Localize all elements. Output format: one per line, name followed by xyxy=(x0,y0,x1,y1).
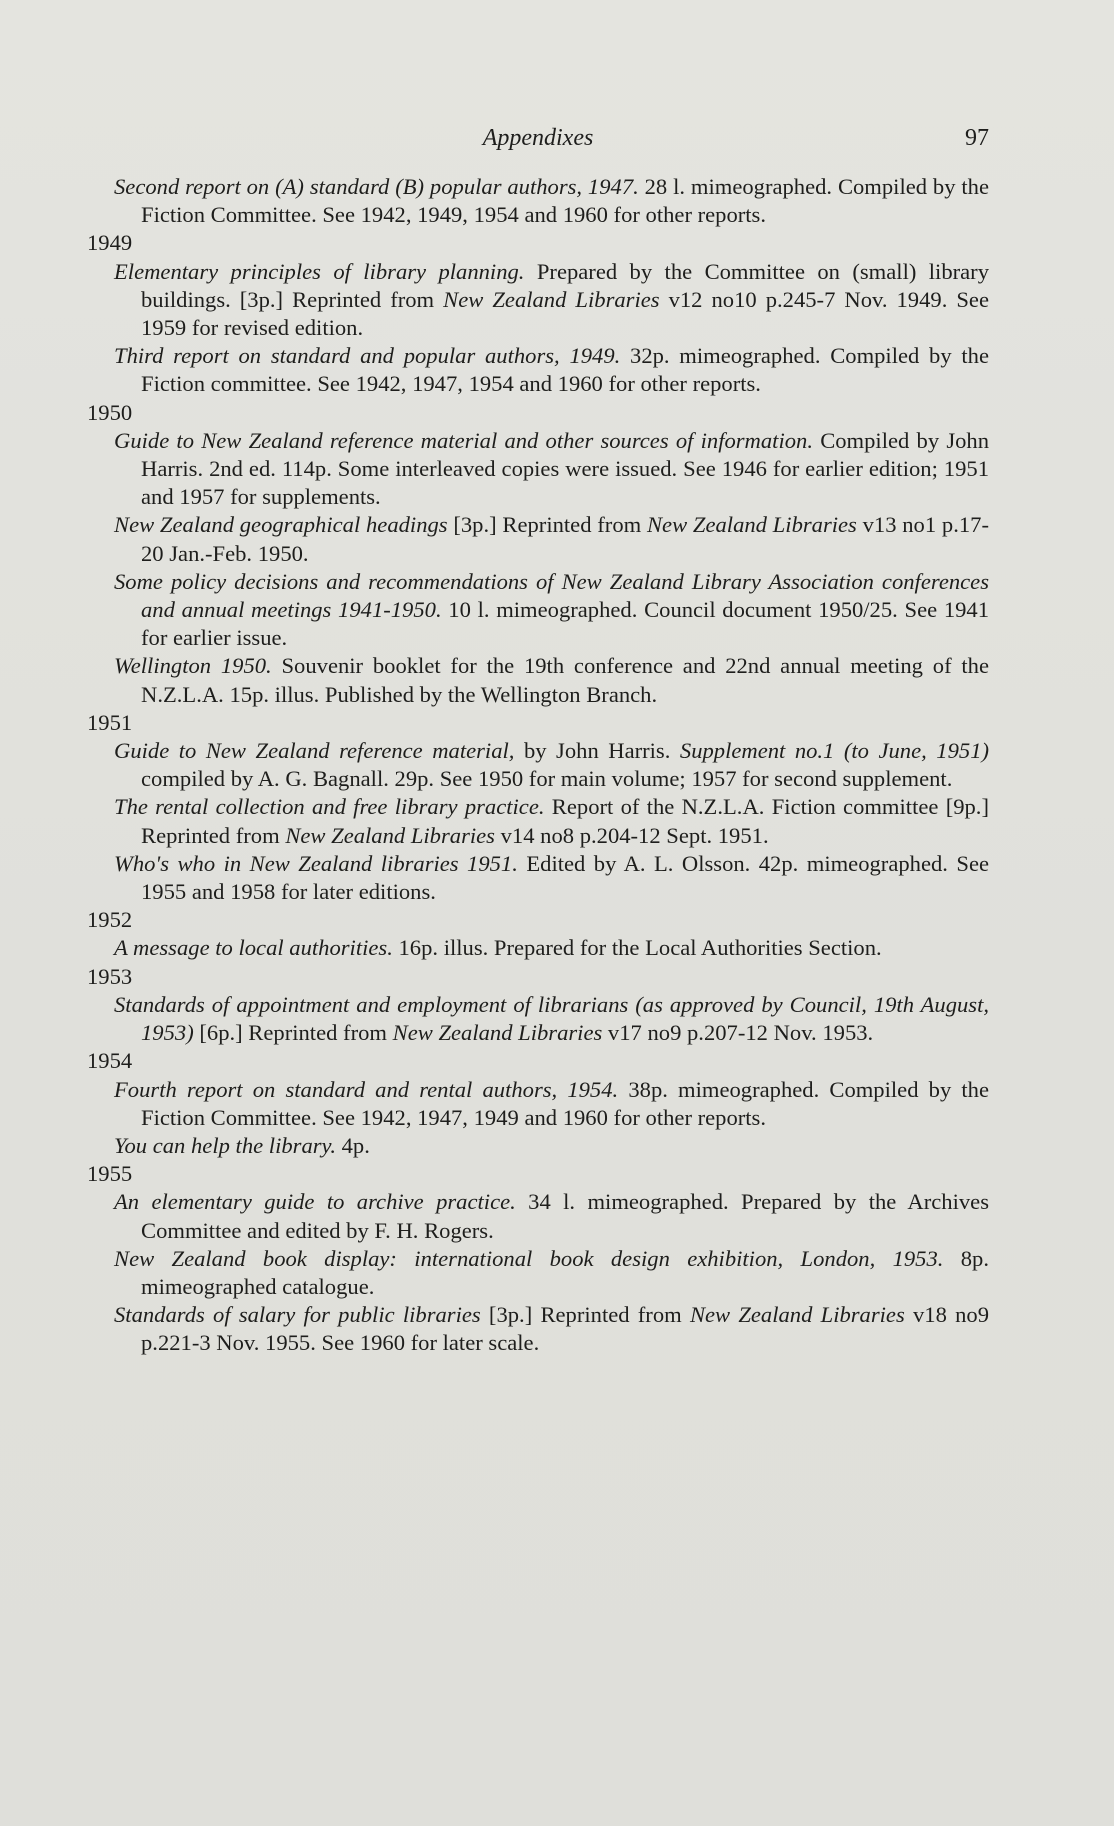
entry-title-text: You can help the library. xyxy=(114,1132,336,1158)
entry-text: v18 no9 p.221-3 Nov. 1955. See 1960 for later scale. xyxy=(141,1302,989,1356)
entry-text: Compiled by John Harris. 2nd ed. 114p. Some interleaved copies were issued. See 1946 for earlier edition; 1951 and 1957 for supplements. xyxy=(141,427,990,510)
entry-text: Souvenir booklet for the 19th conference and 22nd annual meeting of the N.Z.L.A. 15p. illus. Published by the Wellington Branch. xyxy=(141,653,989,707)
bibliography-entry xyxy=(87,1301,989,1357)
entry-title-text: Who's who in New Zealand libraries 1951. xyxy=(114,850,518,876)
bibliography-entry xyxy=(87,1188,989,1244)
entry-title-text: New Zealand Libraries xyxy=(443,286,660,312)
entry-title-text: New Zealand geographical headings xyxy=(114,512,448,538)
entry-text: 28 l. mimeographed. Compiled by the Fiction Committee. See 1942, 1949, 1954 and 1960 for other reports. xyxy=(141,174,990,228)
entry-text: v17 no9 p.207-12 Nov. 1953. xyxy=(602,1020,874,1046)
year-heading: 1953 xyxy=(87,963,133,989)
year-heading: 1949 xyxy=(87,230,133,256)
year-heading: 1950 xyxy=(87,399,133,425)
bibliography-entry xyxy=(87,793,989,849)
entry-title-text: The rental collection and free library practice. xyxy=(114,794,545,820)
entry-text: compiled by A. G. Bagnall. 29p. See 1950 for main volume; 1957 for second supplement. xyxy=(141,766,953,792)
entry-text: [3p.] Reprinted from xyxy=(480,1302,690,1328)
entry-text: v12 no10 p.245-7 Nov. 1949. See 1959 for revised edition. xyxy=(141,286,989,341)
bibliography-entry xyxy=(87,737,989,793)
bibliography-entry xyxy=(87,258,989,343)
entry-title-text: New Zealand book display: international book design exhibition, London, 1953. xyxy=(114,1245,944,1271)
entry-title-text: Second report on (A) standard (B) popular authors, 1947. xyxy=(114,174,639,199)
running-title: Appendixes xyxy=(482,125,594,151)
bibliography-entry xyxy=(87,850,989,906)
bibliography-entry xyxy=(87,342,989,398)
bibliography-entry xyxy=(87,1132,989,1160)
entry-text: 38p. mimeographed. Compiled by the Fiction Committee. See 1942, 1947, 1949 and 1960 for other reports. xyxy=(141,1076,990,1130)
page-number: 97 xyxy=(965,125,989,151)
bibliography-entry xyxy=(87,1245,989,1301)
year-heading: 1955 xyxy=(87,1161,133,1187)
entry-text: v14 no8 p.204-12 Sept. 1951. xyxy=(494,822,769,848)
year-heading: 1951 xyxy=(87,709,133,735)
entry-title-text: New Zealand Libraries xyxy=(689,1302,905,1328)
running-head xyxy=(87,125,989,159)
entry-title-text: An elementary guide to archive practice. xyxy=(114,1189,516,1215)
bibliography-entry xyxy=(87,511,989,567)
bibliography-entry xyxy=(87,934,989,962)
bibliography-entry xyxy=(87,1076,989,1132)
entry-title-text: Guide to New Zealand reference material, xyxy=(114,738,515,764)
entry-text: 4p. xyxy=(335,1132,370,1158)
entry-title-text: Third report on standard and popular authors, 1949. xyxy=(114,343,621,369)
bibliography-entry xyxy=(87,991,989,1047)
entry-title-text: Fourth report on standard and rental authors, 1954. xyxy=(114,1076,619,1102)
entry-text: 32p. mimeographed. Compiled by the Fiction committee. See 1942, 1947, 1954 and 1960 for other reports. xyxy=(141,343,989,397)
entry-text: Report of the N.Z.L.A. Fiction committee [9p.] Reprinted from xyxy=(141,794,989,848)
entry-title-text: Standards of appointment and employment of librarians (as approved by Council, 19th August, 1953) xyxy=(114,991,989,1046)
entry-text: [3p.] Reprinted from xyxy=(447,512,647,538)
entry-text: 34 l. mimeographed. Prepared by the Archives Committee and edited by F. H. Rogers. xyxy=(141,1189,989,1243)
bibliography-entry xyxy=(87,427,989,512)
entry-text: 16p. illus. Prepared for the Local Authorities Section. xyxy=(392,935,882,961)
entry-text: [6p.] Reprinted from xyxy=(193,1020,393,1046)
entry-title-text: New Zealand Libraries xyxy=(392,1020,603,1046)
entry-text: by John Harris. xyxy=(514,738,680,764)
entry-title-text: Standards of salary for public libraries xyxy=(114,1302,481,1328)
entry-title-text: Wellington 1950. xyxy=(114,653,272,679)
entry-text: Edited by A. L. Olsson. 42p. mimeographed. See 1955 and 1958 for later editions. xyxy=(141,850,989,905)
year-heading: 1952 xyxy=(87,907,133,933)
entry-title-text: New Zealand Libraries xyxy=(285,822,495,848)
bibliography-entry xyxy=(87,173,989,229)
entry-text: 10 l. mimeographed. Council document 1950/25. See 1941 for earlier issue. xyxy=(141,597,990,651)
entry-title-text: Some policy decisions and recommendations of New Zealand Library Association conferences and annual meetings 1941-1950. xyxy=(114,568,989,623)
entry-text: v13 no1 p.17-20 Jan.-Feb. 1950. xyxy=(141,512,989,566)
entry-title-text: A message to local authorities. xyxy=(114,935,393,961)
entry-title-text: New Zealand Libraries xyxy=(646,512,857,538)
entry-text: 8p. mimeographed catalogue. xyxy=(141,1245,990,1299)
bibliography-list xyxy=(87,173,989,1358)
entry-title-text: Supplement no.1 (to June, 1951) xyxy=(679,738,990,764)
year-heading: 1954 xyxy=(87,1048,133,1074)
entry-title-text: Guide to New Zealand reference material and other sources of information. xyxy=(114,427,813,453)
entry-title-text: Elementary principles of library planning. xyxy=(114,258,525,284)
bibliography-entry xyxy=(87,568,989,653)
entry-text: Prepared by the Committee on (small) library buildings. [3p.] Reprinted from xyxy=(141,258,989,312)
bibliography-entry xyxy=(87,652,989,708)
